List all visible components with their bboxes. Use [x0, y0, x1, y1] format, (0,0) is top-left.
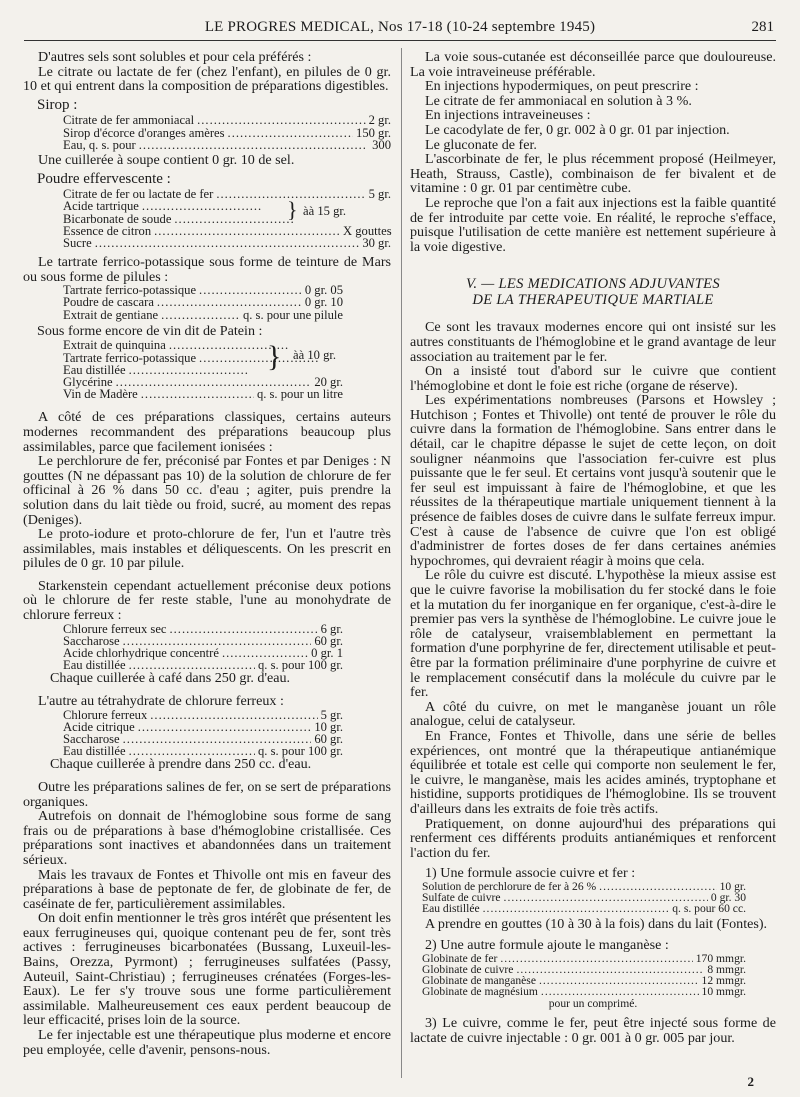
- paragraph: Le cacodylate de fer, 0 gr. 002 à 0 gr. 01 par injection.: [425, 121, 730, 138]
- ingredient-amount: 8 mmgr.: [707, 962, 746, 976]
- paragraph: Les expérimentations nombreuses (Parsons et Howsley ; Hutchison ; Fontes et Thivolle) ont tenté de prouver le rôle du cuivre dans la formation de l'hémoglobine. Sans entrer dans le détail, car le chapitre dépasse le sujet de cette leçon, on doit souligner néanmoins que l'association fer-cuivre est plus puissante que le fer seul. Et certains vont jusqu'à soutenir que le fer seul est impuissant à faire de l'hémoglobine, et que les réussites de la thérapeutique martiale uniquement tiennent à la présence de faibles doses de cuivre dans le sulfate ferreux impur. C'est à cause de l'absence de cuivre que l'on est obligé d'administrer de fortes doses de fer dans certaines anémies hypochromes, qui devraient réagir à moins que cela.: [410, 392, 776, 569]
- recipe-note: Chaque cuillerée à café dans 250 gr. d'eau.: [50, 670, 291, 687]
- ingredient-row: [63, 237, 391, 249]
- ingredient-name: Tartrate ferrico-potassique: [63, 283, 197, 298]
- paragraph: En France, Fontes et Thivolle, dans une série de belles expériences, ont montré que la thérapeutique antianémique équilibrée et totale est celle qui comporte non seulement le fer, le cuivre, le manganèse, mais les acides aminés, tryptophane et histidine, supports protidiques de l'hémoglobine. Ils se trouvent d'ailleurs dans les extraits de foie très actifs.: [410, 727, 776, 817]
- paragraph: On a insisté tout d'abord sur le cuivre que contient l'hémoglobine et dont le foie est riche (organe de réserve).: [410, 363, 776, 394]
- paragraph: Le citrate de fer ammoniacal en solution à 3 %.: [425, 92, 692, 109]
- ingredient-row: [63, 309, 343, 321]
- ingredient-name: Citrate de fer ou lactate de fer: [63, 187, 214, 202]
- ingredient-row: [422, 986, 746, 997]
- leader-dots: [197, 114, 365, 126]
- ingredient-name: Sulfate de cuivre: [422, 891, 501, 905]
- paragraph: Le fer injectable est une thérapeutique plus moderne et encore peu employée, celle d'avenir, pensons-nous.: [23, 1027, 391, 1058]
- leader-dots: [541, 986, 699, 997]
- paragraph: Mais les travaux de Fontes et Thivolle ont mis en faveur des préparations à base de peptonate de fer, de globinate de fer, de caséinate de fer, particulièrement assimilables.: [23, 866, 391, 912]
- ingredient-amount: 20 gr.: [314, 374, 343, 389]
- ingredient-name: Saccharose: [63, 731, 120, 746]
- ingredient-row: [63, 709, 343, 721]
- ingredient-amount: 0 gr. 30: [710, 891, 746, 905]
- leader-dots: [170, 623, 318, 635]
- ingredient-amount: q. s. pour 100 gr.: [257, 658, 343, 673]
- recipe-note: Chaque cuillerée à prendre dans 250 cc. d'eau.: [50, 756, 312, 773]
- leader-dots: [129, 745, 255, 757]
- leader-dots: [154, 225, 340, 237]
- paragraph: A côté de ces préparations classiques, certains auteurs modernes recommandent des préparations beaucoup plus assimilables, parce que facilement ionisées :: [23, 409, 391, 455]
- paragraph: Starkenstein cependant actuellement préconise deux potions où le chlorure de fer reste stable, l'une au monohydrate de chlorure ferreux :: [23, 577, 391, 624]
- ingredient-amount: 2 gr.: [368, 113, 391, 128]
- ingredient-name: Sirop d'écorce d'oranges amères: [63, 125, 225, 140]
- paragraph: Ce sont les travaux modernes encore qui ont insisté sur les autres constituants de l'hémoglobine et le grand avantage de leur association au traitement par le fer.: [410, 319, 776, 365]
- leader-dots: [138, 721, 312, 733]
- ingredient-name: Extrait de quinquina: [63, 338, 166, 353]
- ingredient-name: Globinate de magnésium: [422, 985, 538, 999]
- signature-mark: 2: [747, 1074, 754, 1089]
- formula-note: pour un comprimé.: [548, 997, 638, 1011]
- formula-note: A prendre en gouttes (10 à 30 à la fois) dans du lait (Fontes).: [425, 916, 768, 933]
- ingredient-name: Tartrate ferrico-potassique: [63, 350, 197, 365]
- column-divider: [401, 48, 402, 1078]
- ingredient-amount: 5 gr.: [320, 707, 343, 722]
- ingredient-list: [63, 284, 343, 321]
- ingredient-name: Bicarbonate de soude: [63, 211, 172, 226]
- ingredient-name: Eau distillée: [63, 362, 126, 377]
- recipe-note: Une cuillerée à soupe contient 0 gr. 10 de sel.: [38, 151, 295, 168]
- ingredient-amount: 12 mmgr.: [701, 974, 746, 987]
- paragraph: L'ascorbinate de fer, le plus récemment proposé (Heilmeyer, Heath, Strauss, Castle), combinaison de fer bivalent et de vitamine : 0 gr. 01 par centimètre cube.: [410, 151, 776, 197]
- leader-dots: [539, 975, 699, 986]
- journal-title: LE PROGRES MEDICAL, Nos 17-18 (10-24 septembre 1945): [204, 19, 596, 35]
- ingredient-list: [63, 188, 391, 249]
- paragraph: D'autres sels sont solubles et pour cela préférés :: [38, 49, 312, 65]
- ingredient-name: Chlorure ferreux sec: [63, 621, 167, 636]
- paragraph: La voie sous-cutanée est déconseillée parce que douloureuse. La voie intraveineuse préférable.: [410, 49, 776, 80]
- header-rule: [24, 40, 776, 41]
- ingredient-row: [63, 139, 391, 151]
- section-title-line: V. — LES MEDICATIONS ADJUVANTES: [465, 276, 720, 293]
- ingredient-name: Acide citrique: [63, 719, 135, 734]
- ingredient-amount: 10 gr.: [719, 879, 746, 893]
- ingredient-row: [63, 745, 343, 757]
- ingredient-amount: q. s. pour 100 gr.: [257, 744, 343, 759]
- paragraph: En injections hypodermiques, on peut prescrire :: [425, 78, 699, 95]
- leader-dots: [129, 659, 255, 671]
- leader-dots: [174, 213, 294, 225]
- leader-dots: [129, 364, 249, 376]
- ingredient-name: Globinate de manganèse: [422, 974, 536, 987]
- paragraph: Le perchlorure de fer, préconisé par Fontes et par Deniges : N gouttes (N ne dépassant pas 10) de la solution de chlorure de fer officinal à 26 % dans 50 cc. d'eau ; agiter, puis prendre la solution dans du lait tiède ou froid, sucré, au moment des repas (Deniges).: [23, 453, 391, 528]
- ingredient-name: Acide chlorhydrique concentré: [63, 646, 219, 661]
- leader-dots: [500, 953, 692, 964]
- ingredient-list: [422, 881, 746, 915]
- ingredient-name: Citrate de fer ammoniacal: [63, 113, 195, 128]
- paragraph: En injections intraveineuses :: [425, 107, 591, 124]
- ingredient-row: [63, 659, 343, 671]
- leader-dots: [141, 388, 254, 400]
- leader-dots: [139, 139, 365, 151]
- ingredient-amount: q. s. pour un litre: [256, 387, 343, 402]
- ingredient-name: Globinate de cuivre: [422, 962, 514, 976]
- leader-dots: [161, 309, 240, 321]
- ingredient-amount: 60 gr.: [314, 731, 343, 746]
- paragraph: Le reproche que l'on a fait aux injections est la faible quantité de fer introduite par cette voie. En réalité, le reproche s'efface, puisque l'utilisation de cette manière est nettement supérieure à la voie digestive.: [410, 194, 776, 255]
- ingredient-name: Globinate de fer: [422, 951, 498, 965]
- paragraph: Autrefois on donnait de l'hémoglobine sous forme de sang frais ou de préparations à base d'hémoglobine cristallisée. Ces préparations sont inactives et abandonnées dans un traitement sérieux.: [23, 808, 391, 868]
- leader-dots: [142, 200, 262, 212]
- ingredient-amount: 0 gr. 10: [304, 295, 343, 310]
- paragraph: Outre les préparations salines de fer, on se sert de préparations organiques.: [23, 778, 391, 810]
- ingredient-row: [422, 903, 746, 914]
- ingredient-amount: 300: [372, 137, 391, 152]
- ingredient-amount: X gouttes: [343, 223, 392, 238]
- ingredient-row: [63, 296, 343, 308]
- paragraph: On doit enfin mentionner le très gros intérêt que présentent les eaux ferrugineuses qui, quoique contenant peu de fer, sont très actives : ferrugineuses bicarbonatées (Bussang, Luxeuil-les-Bains, Orezza, Pyrmont) ; ferrugineuses sulfatées (Passy, Auteuil, Saint-Christiau) ; ferrugineuses crénatées (Forges-les-Eaux). Le fer s'y trouve sous une forme particulièrement assimilable. Malheureusement ces eaux perdent beaucoup de leur efficacité, prises loin de la source.: [23, 910, 391, 1029]
- leader-dots: [483, 903, 670, 914]
- ingredient-amount: 10 mmgr.: [701, 985, 746, 999]
- formula-title: 1) Une formule associe cuivre et fer :: [425, 865, 636, 882]
- ingredient-list: [63, 339, 343, 400]
- ingredient-name: Chlorure ferreux: [63, 707, 148, 722]
- ingredient-name: Eau distillée: [422, 902, 480, 916]
- left-column: [23, 50, 391, 1057]
- ingredient-name: Extrait de gentiane: [63, 307, 159, 322]
- brace: }: [287, 197, 298, 223]
- leader-dots: [199, 284, 302, 296]
- leader-dots: [95, 237, 360, 249]
- leader-dots: [157, 296, 302, 308]
- section-title-line: DE LA THERAPEUTIQUE MARTIALE: [472, 292, 714, 309]
- ingredient-amount: 150 gr.: [356, 125, 391, 140]
- ingredient-amount: 170 mmgr.: [695, 951, 746, 965]
- recipe-title: Poudre effervescente :: [37, 170, 171, 187]
- paragraph: Le citrate ou lactate de fer (chez l'enfant), en pilules de 0 gr. 10 et qui entrent dans la composition de préparations digestibles.: [23, 63, 391, 95]
- ingredient-list: [422, 953, 746, 998]
- ingredient-name: Acide tartrique: [63, 199, 139, 214]
- ingredient-row: [63, 225, 391, 237]
- dosage-aa: àà 15 gr.: [303, 204, 347, 219]
- leader-dots: [228, 127, 353, 139]
- paragraph: Le gluconate de fer.: [425, 136, 537, 153]
- ingredient-list: [63, 623, 343, 672]
- ingredient-name: Glycérine: [63, 374, 113, 389]
- formula-title: 3) Le cuivre, comme le fer, peut être injecté sous forme de lactate de cuivre injectable : 0 gr. 001 à 0 gr. 005 par jour.: [410, 1015, 776, 1046]
- ingredient-list: [63, 114, 391, 151]
- formula-title: 2) Une autre formule ajoute le manganèse :: [425, 937, 669, 954]
- ingredient-list: [63, 709, 343, 758]
- leader-dots: [516, 964, 704, 975]
- dosage-aa: àà 10 gr.: [293, 348, 337, 363]
- ingredient-amount: 6 gr.: [320, 621, 343, 636]
- ingredient-row: [63, 114, 391, 126]
- ingredient-amount: 0 gr. 05: [304, 283, 343, 298]
- ingredient-amount: 30 gr.: [362, 235, 391, 250]
- paragraph: Le proto-iodure et proto-chlorure de fer, l'un et l'autre très assimilables, mais instables et déliquescents. On les prescrit en pilules de 0 gr. 10 par pilule.: [23, 526, 391, 572]
- ingredient-amount: q. s. pour 60 cc.: [672, 902, 746, 916]
- ingredient-name: Vin de Madère: [63, 387, 138, 402]
- page-number: 281: [751, 19, 774, 35]
- paragraph: Le tartrate ferrico-potassique sous forme de teinture de Mars ou sous forme de pilules :: [23, 254, 391, 285]
- ingredient-amount: 60 gr.: [314, 633, 343, 648]
- ingredient-name: Solution de perchlorure de fer à 26 %: [422, 879, 597, 893]
- paragraph: Pratiquement, on donne aujourd'hui des préparations qui renferment ces différents produits antianémiques et renforcent l'action du fer.: [410, 815, 776, 861]
- brace: }: [267, 340, 282, 374]
- ingredient-name: Essence de citron: [63, 223, 152, 238]
- recipe-title: Sous forme encore de vin dit de Patein :: [37, 322, 263, 339]
- leader-dots: [150, 709, 317, 721]
- ingredient-name: Eau distillée: [63, 658, 126, 673]
- ingredient-name: Eau distillée: [63, 744, 126, 759]
- ingredient-amount: 5 gr.: [368, 187, 391, 202]
- ingredient-row: [63, 127, 391, 139]
- paragraph: Le rôle du cuivre est discuté. L'hypothèse la mieux assise est que le cuivre favorise la mobilisation du fer stocké dans le foie et la mutation du fer inorganique en fer organique, c'est-à-dire le premier pas vers la synthèse de l'hémoglobine. Le cuivre joue le rôle de catalyseur, vraisemblablement en permettant la formation d'une porphyrine de fer, directement utilisable et peut-être par la formation préliminaire d'une porphyrine de cuivre et le remplacement consécutif dans la molécule du cuivre par le fer.: [410, 567, 776, 701]
- ingredient-amount: 0 gr. 1: [311, 646, 343, 661]
- ingredient-name: Poudre de cascara: [63, 295, 154, 310]
- section-title: [410, 276, 776, 308]
- paragraph: L'autre au tétrahydrate de chlorure ferreux :: [38, 693, 284, 709]
- ingredient-amount: q. s. pour une pilule: [242, 307, 343, 322]
- right-column: [410, 50, 776, 1046]
- leader-dots: [599, 881, 716, 892]
- paragraph: A côté du cuivre, on met le manganèse jouant un rôle analogue, celui de catalyseur.: [410, 698, 776, 730]
- ingredient-amount: 10 gr.: [314, 719, 343, 734]
- ingredient-name: Sucre: [63, 235, 92, 250]
- recipe-title: Sirop :: [37, 96, 78, 113]
- ingredient-name: Eau, q. s. pour: [63, 137, 136, 152]
- ingredient-row: [63, 388, 343, 400]
- page-header: [0, 19, 800, 41]
- ingredient-name: Saccharose: [63, 633, 120, 648]
